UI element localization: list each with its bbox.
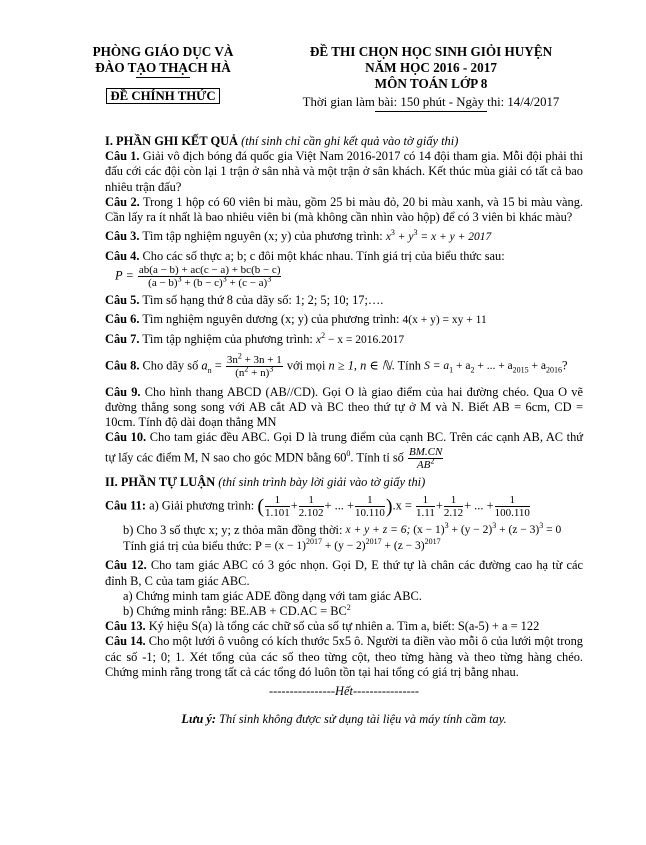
question-10: Câu 10. Cho tam giác đều ABC. Gọi D là trung điểm của cạnh BC. Trên các cạnh AB, AC thứ tự lấy các điểm M, N sao cho góc MDN bằng $60^0$. Tính tỉ số $\frac{BM.CN}{AB^2}$ [105, 430, 584, 471]
part2-heading: II. PHẦN TỰ LUẬN (thí sinh trình bày lời giải vào tờ giấy thi) [105, 474, 426, 489]
footer-note: Lưu ý: Thí sinh không được sử dụng tài liệu và máy tính cầm tay. [181, 711, 507, 726]
question-12a: a) Chứng minh tam giác ADE đồng dạng với tam giác ABC. [123, 588, 422, 603]
question-11b-p: Tính giá trị của biểu thức: $P = (x - 1)^{2017} + (y - 2)^{2017} + (z - 3)^{2017}$ [123, 537, 441, 553]
question-12: Câu 12. Cho tam giác ABC có 3 góc nhọn. Gọi D, E thứ tự là chân các đường cao hạ từ các đỉnh B, C của tam giác ABC. [105, 558, 583, 588]
part1-heading: I. PHẦN GHI KẾT QUẢ (thí sinh chỉ cần ghi kết quả vào tờ giấy thi) [105, 134, 459, 148]
question-2: Câu 2. Trong 1 hộp có 60 viên bi màu, gồm 25 bi màu đỏ, 20 bi màu xanh, và 15 bi màu vàng. Cần lấy ra ít nhất là bao nhiêu viên bi (mà không cần nhìn vào hộp) để có 3 viên bi khác màu? [105, 194, 584, 225]
org-line-2: ĐÀO TẠO THẠCH HÀ [95, 60, 231, 75]
question-11a: Câu 11: a) Giải phương trình: ( $\frac{1}{1.101}$ + $\frac{1}{2.102}$ + ... + $\frac{1}{10.110}$ ).x = $\frac{1}{1.11}$ + $\frac{1}{2.12}$ + ... + $\frac{1}{100.110}$ [105, 493, 530, 519]
question-1: Câu 1. Giải vô địch bóng đá quốc gia Việt Nam 2016-2017 có 14 đội tham gia. Mỗi đội phải thi đấu cới các đội còn lại 1 trận ở sân nhà và một trận ở sân khách. Kết thúc mùa giải có tất cả bao nhiêu trận đấu? [105, 149, 583, 194]
question-12b: b) Chứng minh rằng: $BE.AB + CD.AC = BC^2$ [123, 602, 351, 618]
title-line-2: NĂM HỌC 2016 - 2017 [365, 60, 497, 75]
question-5: Câu 5. Tìm số hạng thứ 8 của dãy số: 1; 2; 5; 10; 17;…. [105, 293, 384, 308]
q4-expression: P = $\frac{ab(a - b) + ac(c - a) + bc(b - c)}{(a - b)^3 + (b - c)^3 + (c - a)^3}$ [115, 264, 281, 290]
title-line-3: MÔN TOÁN LỚP 8 [374, 76, 488, 91]
question-3: Câu 3. Tìm tập nghiệm nguyên (x; y) của phương trình: $x^3 + y^3 = x + y + 2017$ [105, 227, 492, 244]
q8-sum: $S = a_1 + a_2$ + ... + $a_{2015} + a_{2016}$ [424, 359, 562, 375]
q6-equation: 4(x + y) = xy + 11 [402, 313, 487, 326]
exam-content [105, 134, 583, 739]
end-marker: ----------------Hết---------------- [269, 684, 419, 699]
org-line-1: PHÒNG GIÁO DỤC VÀ [92, 44, 234, 59]
q8-fraction: $\frac{3n^2 + 3n + 1}{(n^2 + n)^3}$ [226, 351, 282, 379]
header-title [276, 44, 586, 112]
q4-fraction: $\frac{ab(a - b) + ac(c - a) + bc(b - c)}{(a - b)^3 + (b - c)^3 + (c - a)^3}$ [138, 264, 281, 290]
question-7: Câu 7. Tìm tập nghiệm của phương trình: $x^2 - x = 2016.2017$ [105, 330, 405, 347]
question-9: Câu 9. Cho hình thang ABCD (AB//CD). Gọi O là giao điểm của hai đường chéo. Qua O vẽ đường thẳng song song với AB cắt AD và BC theo thứ tự ở M và N. Biết AB = 6cm, CD = 10cm. Tính độ dài đoạn thẳng MN [105, 384, 583, 430]
question-11b: b) Cho 3 số thực x; y; z thỏa mãn đồng thời: x + y + z = 6; $(x - 1)^3 + (y - 2)^3 + (z - 3)^3 = 0$ [123, 521, 562, 537]
q7-equation: $x^2 - x = 2016.2017$ [315, 330, 405, 346]
question-14: Câu 14. Cho một lưới ô vuông có kích thước 5x5 ô. Người ta điền vào mỗi ô của lưới một trong các số -1; 0; 1. Xét tổng của các số theo từng cột, theo từng hàng và theo từng hàng chéo. Chứng minh rằng trong tất cả các tổng đó luôn tồn tại hai tổng có giá trị bằng nhau. [105, 634, 583, 679]
q3-equation: $x^3 + y^3 = x + y + 2017$ [385, 227, 492, 243]
title-line-1: ĐỀ THI CHỌN HỌC SINH GIỎI HUYỆN [309, 44, 553, 59]
org-underline [136, 77, 190, 78]
official-label: ĐỀ CHÍNH THỨC [106, 88, 219, 104]
q10-fraction: $\frac{BM.CN}{AB^2}$ [409, 445, 443, 471]
question-6: Câu 6. Tìm nghiệm nguyên dương (x; y) của phương trình: 4(x + y) = xy + 11 [105, 312, 487, 327]
title-underline [375, 111, 487, 112]
question-4: Câu 4. Cho các số thực a; b; c đôi một khác nhau. Tính giá trị của biểu thức sau: [105, 248, 505, 263]
question-8: Câu 8. Cho dãy số $a_n$ = $\frac{3n^2 + 3n + 1}{(n^2 + n)^3}$ với mọi n ≥ 1, n ∈ ℕ. Tính $S = a_1 + a_2$ + ... + $a_{2015} + a_{2016}$? [105, 351, 568, 379]
header-organization [68, 44, 258, 104]
time-line: Thời gian làm bài: 150 phút - Ngày thi: 14/4/2017 [302, 95, 560, 109]
question-13: Câu 13. Ký hiệu S(a) là tổng các chữ số của số tự nhiên a. Tìm a, biết: S(a-5) + a = 122 [105, 619, 540, 634]
